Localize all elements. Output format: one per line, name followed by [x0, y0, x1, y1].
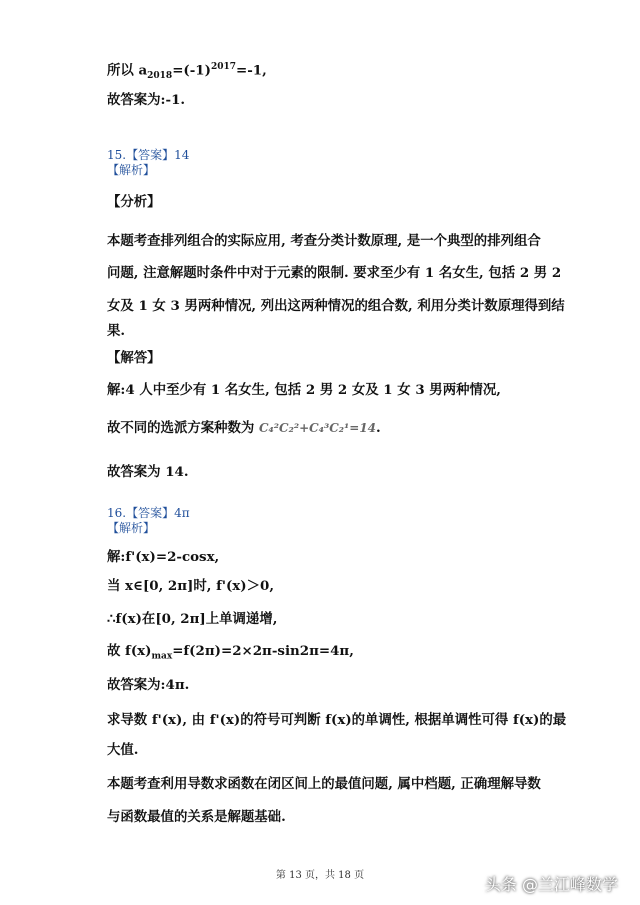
q16-s3: ∴f(x)在[0, 2π]上单调递增, [107, 611, 278, 627]
q16-s2: 当 x∈[0, 2π]时, f'(x)＞0, [107, 578, 274, 594]
superscript: 2017 [210, 62, 237, 72]
text: =(-1) [172, 62, 211, 79]
page-footer: 第 13 页，共 18 页 [275, 870, 365, 881]
q15-analysis-p1: 本题考查排列组合的实际应用, 考查分类计数原理, 是一个典型的排列组合 [107, 233, 541, 249]
text: =f(2π)=2×2π-sin2π=4π, [172, 643, 354, 659]
line-a2018 [107, 58, 267, 85]
watermark: 头条 @兰江峰数学 [484, 875, 618, 894]
text: 故不同的选派方案种数为 [107, 420, 255, 436]
q16-jiexi-label: 【解析】 [107, 521, 156, 535]
q16-analysis-p1: 求导数 f'(x), 由 f'(x)的符号可判断 f(x)的单调性, 根据单调性可得 f(x)的最 [107, 712, 567, 728]
q15-solution-s1: 解:4 人中至少有 1 名女生, 包括 2 男 2 女及 1 女 3 男两种情况, [107, 382, 501, 398]
q15-analysis-p4: 果. [107, 323, 126, 339]
q15-solution-s2 [107, 419, 381, 437]
text: 所以 a [107, 62, 148, 79]
q16-s5: 故答案为:4π. [107, 677, 190, 693]
text: . [376, 420, 381, 436]
q15-analysis-p3: 女及 1 女 3 男两种情况, 列出这两种情况的组合数, 利用分类计数原理得到结 [107, 298, 565, 314]
q15-analysis-label: 【分析】 [107, 194, 161, 210]
q15-final-answer: 故答案为 14. [107, 464, 189, 480]
q15-solution-label: 【解答】 [107, 350, 161, 366]
q16-analysis-p4: 与函数最值的关系是解题基础. [107, 809, 286, 825]
subscript: max [151, 651, 173, 662]
q16-s4 [107, 642, 354, 666]
q15-analysis-p2: 问题, 注意解题时条件中对于元素的限制. 要求至少有 1 名女生, 包括 2 男 2 [107, 265, 562, 281]
answer-line: 故答案为:-1. [107, 92, 186, 108]
q16-analysis-p2: 大值. [107, 742, 139, 758]
q16-s1: 解:f'(x)=2-cosx, [107, 549, 220, 565]
q16-analysis-p3: 本题考查利用导数求函数在闭区间上的最值问题, 属中档题, 正确理解导数 [107, 776, 541, 792]
q15-jiexi-label: 【解析】 [107, 163, 156, 177]
subscript: 2018 [147, 71, 173, 82]
q15-answer-heading: 15.【答案】14 [107, 148, 190, 162]
q16-answer-heading: 16.【答案】4π [107, 506, 190, 520]
combination-formula: C₄²C₂²+C₄³C₂¹=14 [258, 421, 377, 435]
text: =-1, [236, 62, 267, 79]
text: 故 f(x) [107, 643, 152, 659]
